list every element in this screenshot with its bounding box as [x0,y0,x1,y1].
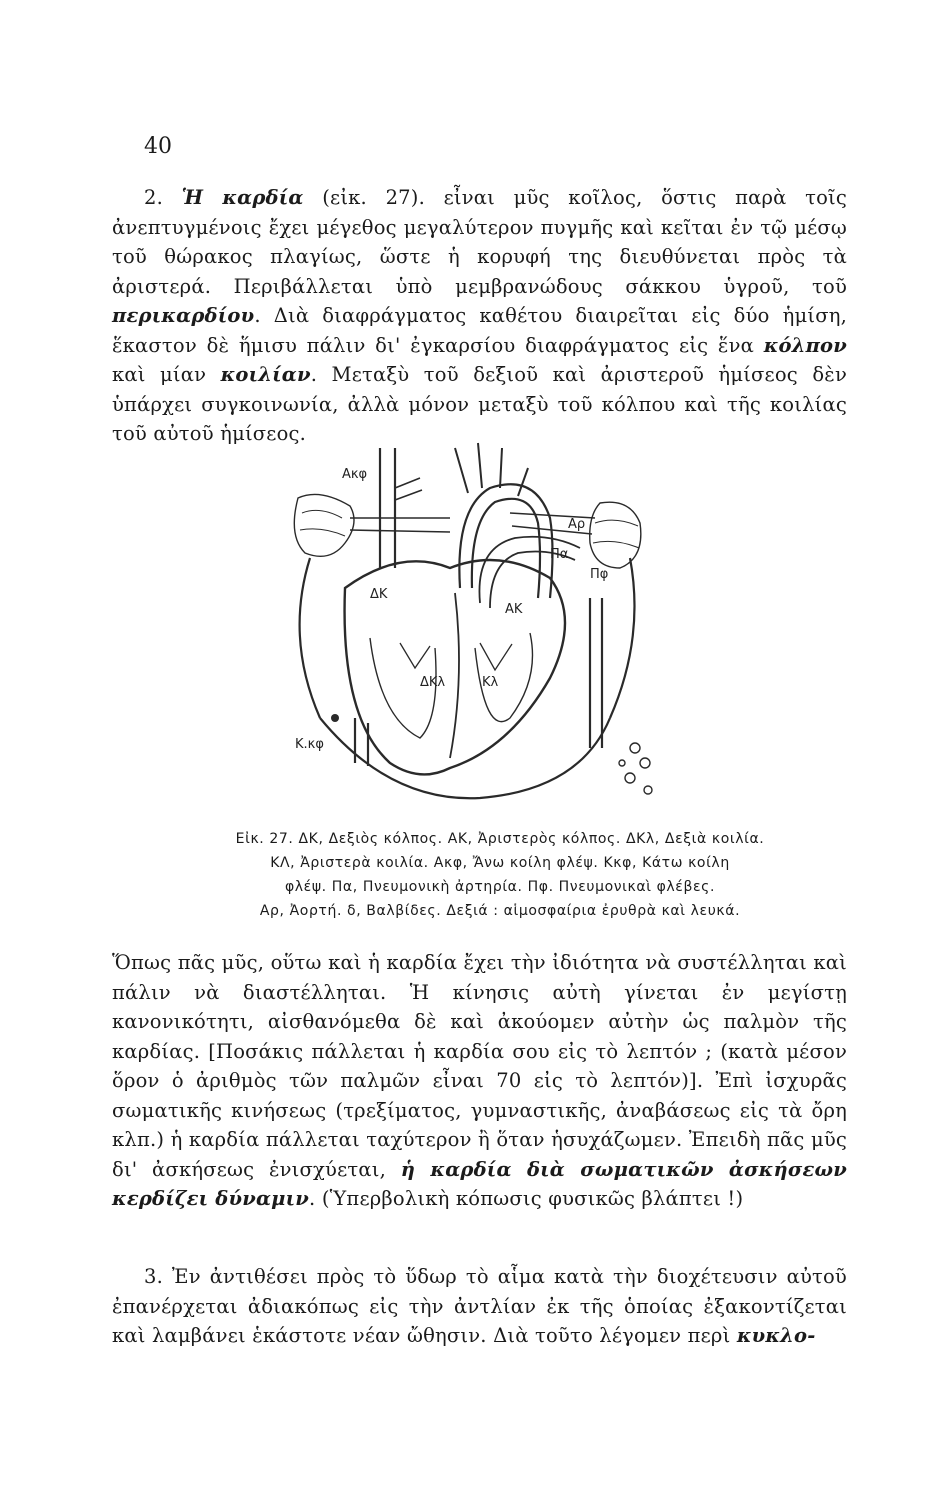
text-span: (εἰκ. 27). εἶναι μῦς κοῖλος, ὅστις παρὰ τοῖς ἀνεπτυγμένοις ἔχει μέγεθος μεγαλύτερον πυγμῆς καὶ κεῖται ἐν τῷ μέσῳ τοῦ θώρακος πλαγίως, ὥστε ἡ κορυφή της διευθύνεται πρὸς τὰ ἀριστερά. Περιβάλλεται ὑπὸ μεμβρανώδους σάκκου ὑγροῦ, τοῦ [112,186,848,298]
text-span: καὶ μίαν [112,363,221,386]
paragraph-circulation [112,1262,847,1351]
right-lung [590,502,641,568]
label-kato-koili-fleps: Κ.κφ [295,737,324,752]
paragraph-heart-beat [112,948,847,1214]
label-aorti: Αρ [568,517,586,532]
label-aristeros-kolpos: ΑΚ [505,602,523,617]
caption-line: ΚΛ, Ἀριστερὰ κοιλία. Ακφ, Ἄνω κοίλη φλέψ. Κκφ, Κάτω κοίλη [270,855,730,871]
heart-illustration [250,418,690,808]
emphasis-exercise: ἡ καρδία διὰ σωματικῶν ἀσκήσεων κερδίζει δύναμιν [112,1157,848,1210]
text-span: . Διὰ διαφράγματος καθέτου διαιρεῖται εἰς δύο ἡμίση, ἕκαστον δὲ ἥμισυ πάλιν δι' ἐγκαρσίου διαφράγματος εἰς ἕνα [112,304,847,357]
page-number: 40 [144,134,172,159]
label-dexios-kolpos: ΔΚ [370,587,388,602]
enclosing-circle [320,718,610,798]
section-number: 2. [144,186,182,209]
label-anw-koili-fleps: Ακφ [342,467,368,482]
label-pneumoniki-arteria: Πα [550,547,569,562]
superior-vena-cava [380,448,395,568]
term-ventricle: κοιλίαν [220,363,311,386]
caption-line: Αρ, Ἀορτή. δ, Βαλβίδες. Δεξιά : αἱμοσφαίρια ἐρυθρὰ καὶ λευκά. [259,903,741,919]
term-pericardium: περικαρδίου [112,304,255,327]
label-pneumonikai-flebes: Πφ [590,567,609,582]
descending-aorta [590,598,602,748]
valves [400,643,512,670]
label-dexia-koilia: ΔΚλ [420,675,446,690]
term-heart: Ἡ καρδία [181,186,304,209]
paragraph-heart-description [112,183,847,449]
term-circulation: κυκλο- [736,1324,816,1347]
caption-line: φλέψ. Πα, Πνευμονικὴ ἀρτηρία. Πφ. Πνευμονικαὶ φλέβες. [284,879,716,895]
text-span: Ὅπως πᾶς μῦς, οὕτω καὶ ἡ καρδία ἔχει τὴν ἰδιότητα νὰ συστέλληται καὶ πάλιν νὰ διαστέλληται. Ἡ κίνησις αὐτὴ γίνεται ἐν μεγίστῃ κανονικότητι, αἰσθανόμεθα δὲ καὶ ἀκούομεν αὐτὴν ὡς παλμὸν τῆς καρδίας. [Ποσάκις πάλλεται ἡ καρδία σου εἰς τὸ λεπτόν ; (κατὰ μέσον ὅρον ὁ ἀριθμὸς τῶν παλμῶν εἶναι 70 εἰς τὸ λεπτόν)]. Ἐπὶ ἰσχυρᾶς σωματικῆς κινήσεως (τρεξίματος, γυμναστικῆς, ἀναβάσεως εἰς τὰ ὄρη κλπ.) ἡ καρδία πάλλεται ταχύτερον ἢ ὅταν ἡσυχάζωμεν. Ἐπειδὴ πᾶς μῦς δι' ἀσκήσεως ἐνισχύεται, [112,951,847,1181]
left-lung [294,494,354,556]
text-span: 3. Ἐν ἀντιθέσει πρὸς τὸ ὕδωρ τὸ αἷμα κατὰ τὴν διοχέτευσιν αὐτοῦ ἐπανέρχεται ἀδιακόπως εἰς τὴν ἀντλίαν ἐκ τῆς ὁποίας ἐξακοντίζεται καὶ λαμβάνει ἑκάστοτε νέαν ὤθησιν. Διὰ τοῦτο λέγομεν περὶ [112,1265,847,1347]
blood-cells [619,743,652,794]
label-aristera-koilia: Κλ [482,675,499,690]
septum [450,593,459,758]
text-span: . Μεταξὺ τοῦ δεξιοῦ καὶ ἀριστεροῦ ἡμίσεος δὲν ὑπάρχει συγκοινωνία, ἀλλὰ μόνον μεταξὺ τοῦ κόλπου καὶ τῆς κοιλίας τοῦ αὐτοῦ ἡμίσεος. [112,363,847,445]
caption-line: Εἰκ. 27. ΔΚ, Δεξιὸς κόλπος. ΑΚ, Ἀριστερὸς κόλπος. ΔΚλ, Δεξιὰ κοιλία. [235,831,765,847]
heart-diagram [250,418,690,808]
term-atrium: κόλπον [763,333,847,357]
text-span: . (Ὑπερβολικὴ κόπωσις φυσικῶς βλάπτει !) [309,1187,744,1210]
figure-caption [150,827,850,923]
